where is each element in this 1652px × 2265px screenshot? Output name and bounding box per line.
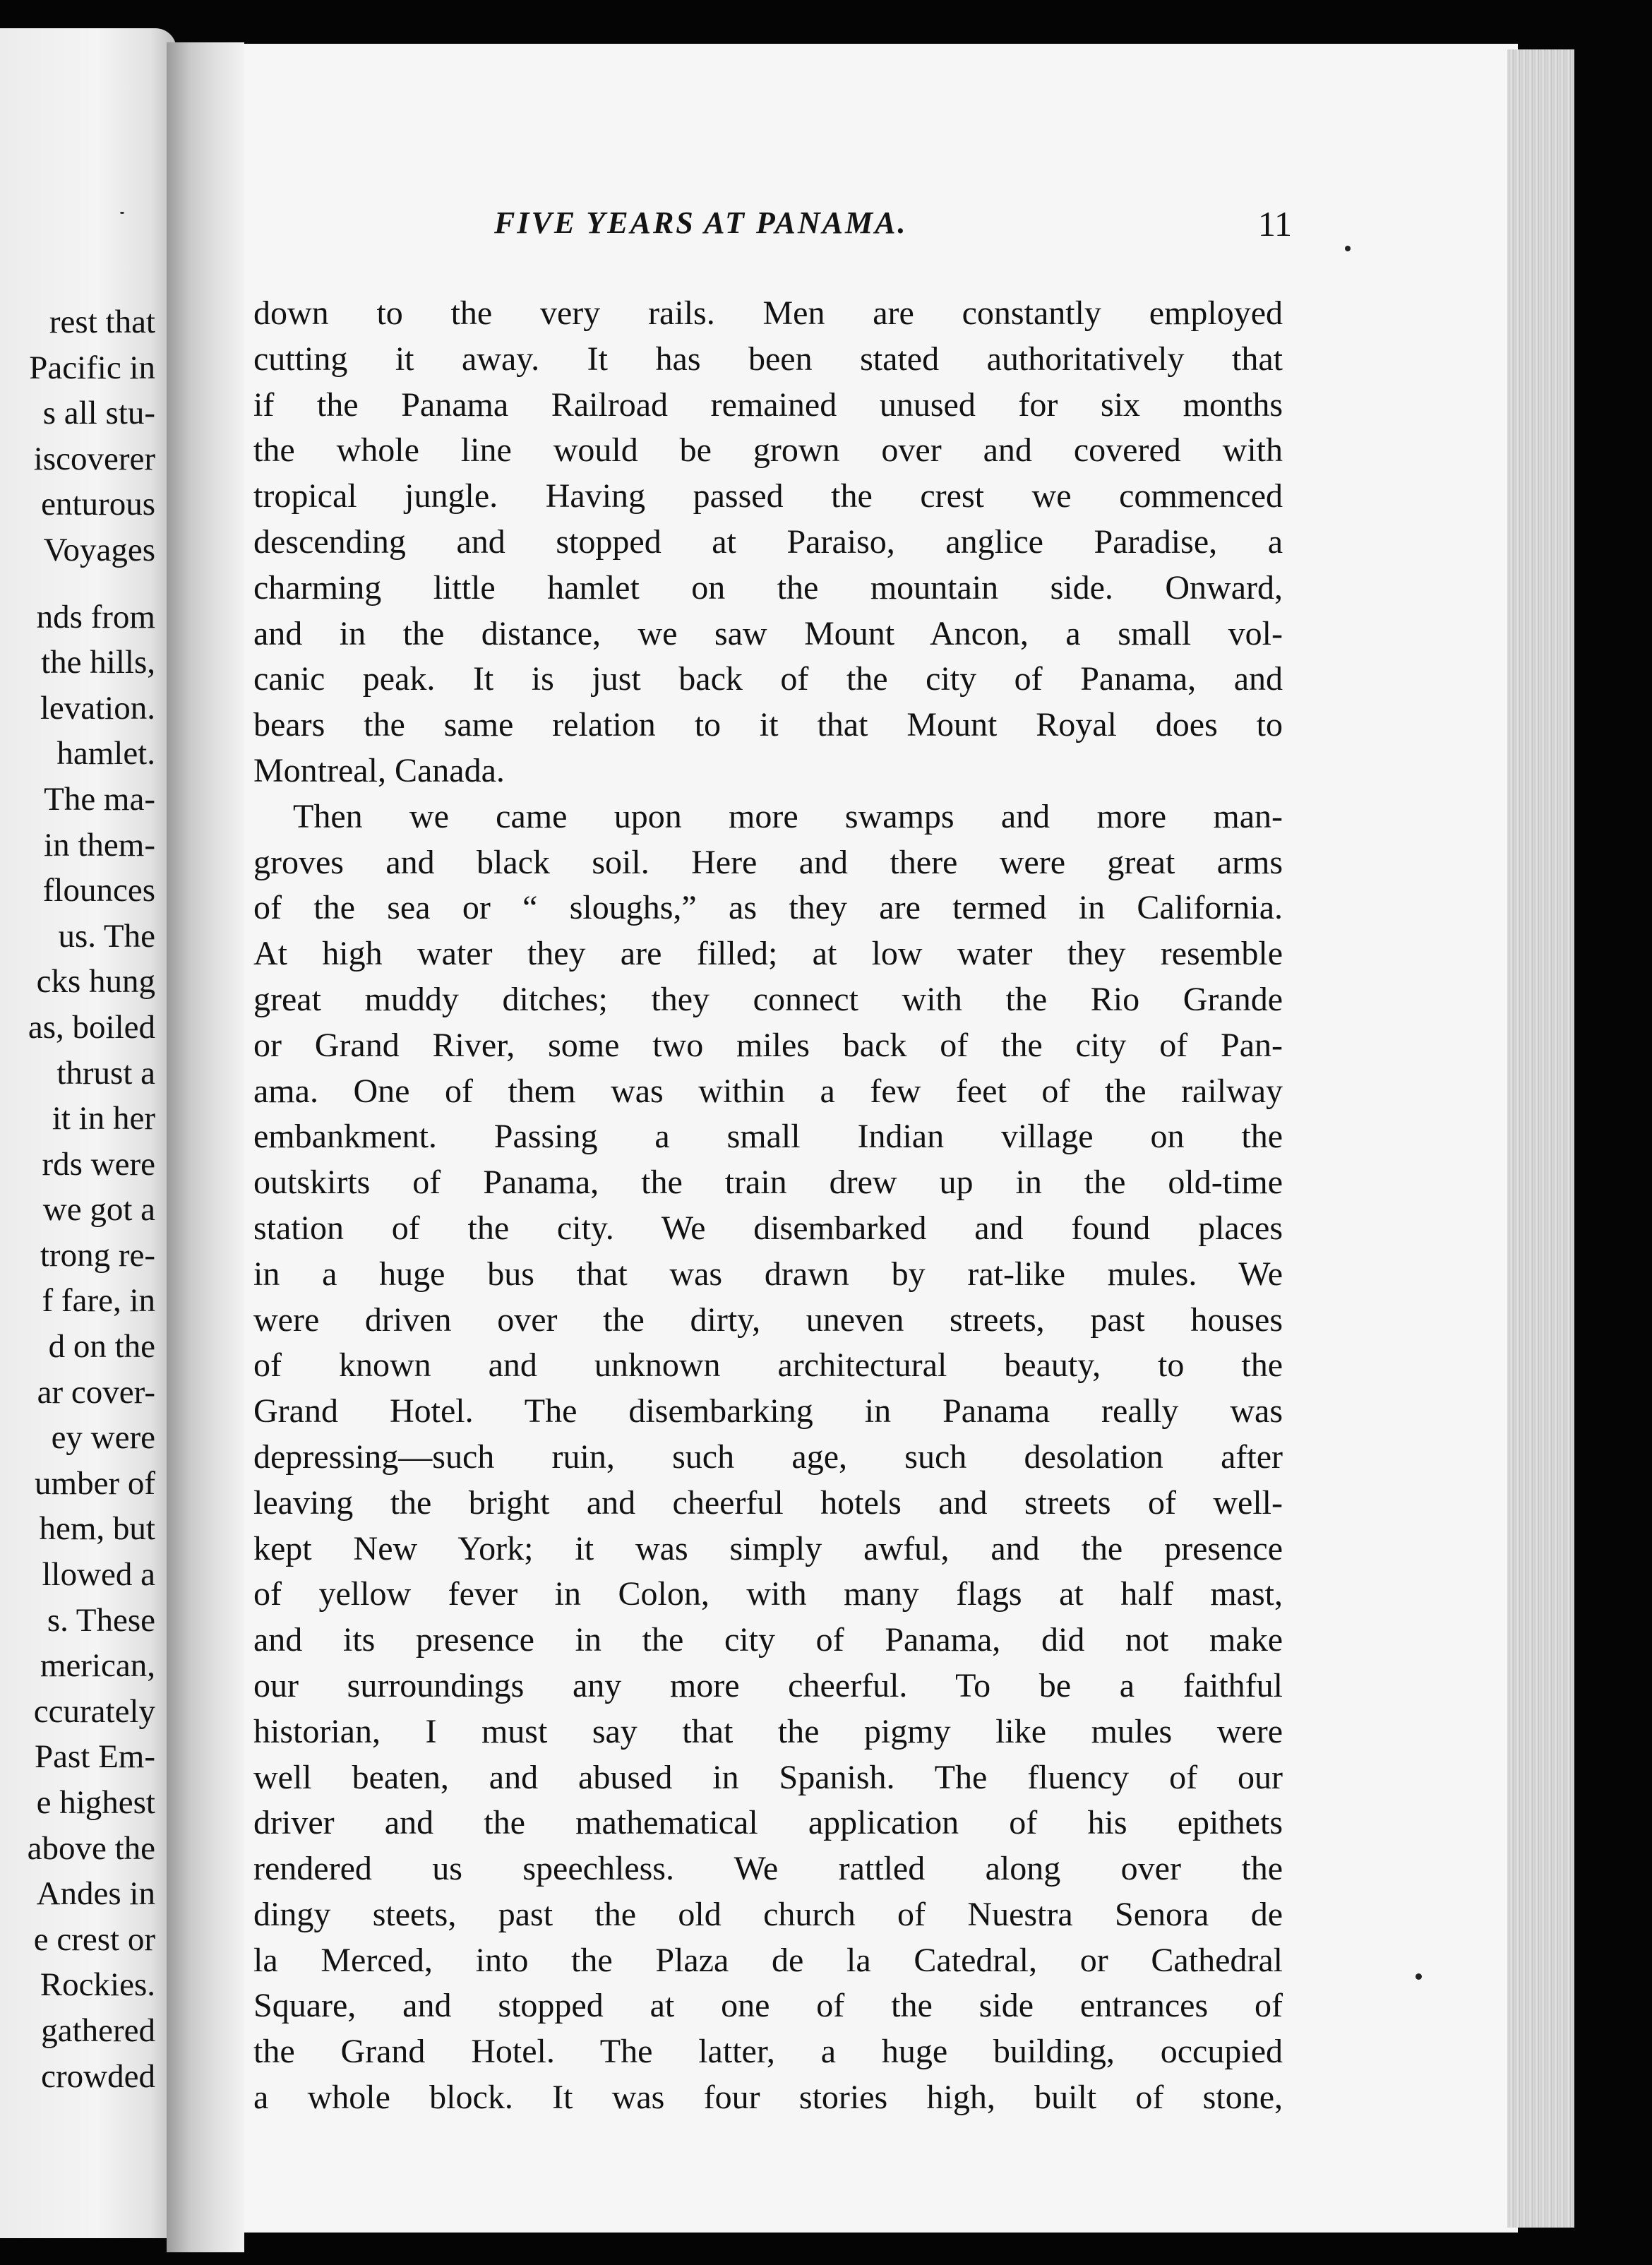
page-number: 11 [1257,204,1292,244]
text-line: in a huge bus that was drawn by rat-like mules. We [253,1255,1283,1293]
left-page-line: s. These [47,1601,155,1639]
left-page-line: it in her [52,1100,155,1137]
left-page-line: flounces [42,872,155,909]
speck [1345,246,1351,251]
text-line: the Grand Hotel. The latter, a huge building, occupied [253,2033,1283,2071]
left-page-line: s all stu- [42,395,155,432]
left-page-line: gathered [41,2012,155,2049]
left-page-line: d on the [48,1328,155,1365]
left-page-line: Andes in [36,1875,155,1913]
binding-gutter [167,42,244,2252]
left-page-line: The ma- [44,780,155,818]
body-text [253,291,1283,2121]
left-page-line: e highest [36,1784,155,1821]
text-line: down to the very rails. Men are constantly employed [253,294,1283,332]
text-line: of known and unknown architectural beauty, to the [253,1346,1283,1385]
text-line: dingy steets, past the old church of Nuestra Senora de [253,1895,1283,1933]
text-line: tropical jungle. Having passed the crest we commenced [253,477,1283,515]
left-page-line: the hills, [41,644,155,681]
text-line: or Grand River, some two miles back of the city of Pan- [253,1026,1283,1064]
left-page-line: enturous [41,486,155,523]
text-line: Then we came upon more swamps and more man- [293,797,1283,835]
text-line: cutting it away. It has been stated authoritatively that [253,340,1283,378]
left-page-line: Pacific in [29,349,155,386]
left-page-line: ey were [51,1419,155,1457]
left-page-line: we got a [42,1191,155,1229]
text-line: outskirts of Panama, the train drew up in the old-time [253,1164,1283,1202]
text-line: a whole block. It was four stories high, built of stone, [253,2079,1283,2117]
left-page-line: Voyages [43,531,155,568]
text-line: groves and black soil. Here and there were great arms [253,843,1283,881]
running-head: FIVE YEARS AT PANAMA. [494,205,908,240]
text-line: driver and the mathematical application of his epithets [253,1804,1283,1842]
left-page-line: umber of [35,1464,155,1502]
left-page-line: e crest or [33,1920,155,1958]
left-facing-page [0,28,176,2238]
left-page-line: Rockies. [40,1966,155,2004]
text-line: leaving the bright and cheerful hotels and streets of well- [253,1483,1283,1522]
text-line: historian, I must say that the pigmy like mules were [253,1712,1283,1750]
left-page-line: hem, but [39,1510,155,1548]
left-page-line: f fare, in [42,1282,155,1320]
text-line: if the Panama Railroad remained unused for six months [253,386,1283,424]
paragraph-gap [0,573,155,594]
left-page-line: Past Em- [34,1738,155,1776]
left-page-line: iscoverer [33,440,155,477]
text-line: the whole line would be grown over and covered with [253,431,1283,470]
left-page-line: as, boiled [28,1008,155,1046]
left-page-line: levation. [40,689,155,727]
text-line: charming little hamlet on the mountain side. Onward, [253,568,1283,606]
text-line: Grand Hotel. The disembarking in Panama really was [253,1392,1283,1430]
text-line: la Merced, into the Plaza de la Catedral, or Cathedral [253,1941,1283,1979]
text-line: kept New York; it was simply awful, and the presence [253,1529,1283,1567]
left-page-line: above the [27,1829,155,1867]
text-line: of the sea or “ sloughs,” as they are termed in California. [253,889,1283,927]
speck [1415,1973,1422,1980]
left-page-line: trong re- [40,1236,155,1274]
text-line: and in the distance, we saw Mount Ancon, a small vol- [253,614,1283,652]
left-page-line: rds were [42,1145,155,1183]
left-page-line: cks hung [36,963,155,1000]
text-line: well beaten, and abused in Spanish. The fluency of our [253,1758,1283,1796]
left-page-line: rest that [49,304,155,340]
text-line: depressing—such ruin, such age, such desolation after [253,1438,1283,1476]
text-line: canic peak. It is just back of the city of Panama, and [253,660,1283,698]
text-line: our surroundings any more cheerful. To be a faithful [253,1666,1283,1704]
text-line: great muddy ditches; they connect with the Rio Grande [253,980,1283,1018]
page-edges [1507,49,1574,2228]
left-page-text [0,299,155,2099]
left-page-line: thrust a [56,1054,155,1092]
text-line: station of the city. We disembarked and found places [253,1209,1283,1247]
left-page-line: llowed a [42,1556,155,1594]
speck [120,212,124,214]
left-page-line: us. The [58,917,155,955]
left-page-line: ar cover- [37,1373,155,1411]
page-header [494,205,1292,254]
left-page-line: in them- [44,826,155,863]
text-line: descending and stopped at Paraiso, anglice Paradise, a [253,522,1283,561]
text-line: were driven over the dirty, uneven streets, past houses [253,1301,1283,1339]
text-line: At high water they are filled; at low water they resemble [253,935,1283,973]
left-page-line: ccurately [33,1692,155,1730]
left-page-line: nds from [36,598,155,635]
text-line: rendered us speechless. We rattled along over the [253,1850,1283,1888]
left-page-line: hamlet. [56,735,155,772]
text-line: and its presence in the city of Panama, did not make [253,1621,1283,1659]
text-line: bears the same relation to it that Mount Royal does to [253,706,1283,744]
text-line: ama. One of them was within a few feet of the railway [253,1072,1283,1110]
text-line: embankment. Passing a small Indian village on the [253,1118,1283,1156]
left-page-line: crowded [41,2057,155,2095]
text-line: Montreal, Canada. [253,751,505,789]
text-line: Square, and stopped at one of the side entrances of [253,1987,1283,2025]
text-line: of yellow fever in Colon, with many flags at half mast, [253,1575,1283,1613]
left-page-line: merican, [40,1647,155,1685]
